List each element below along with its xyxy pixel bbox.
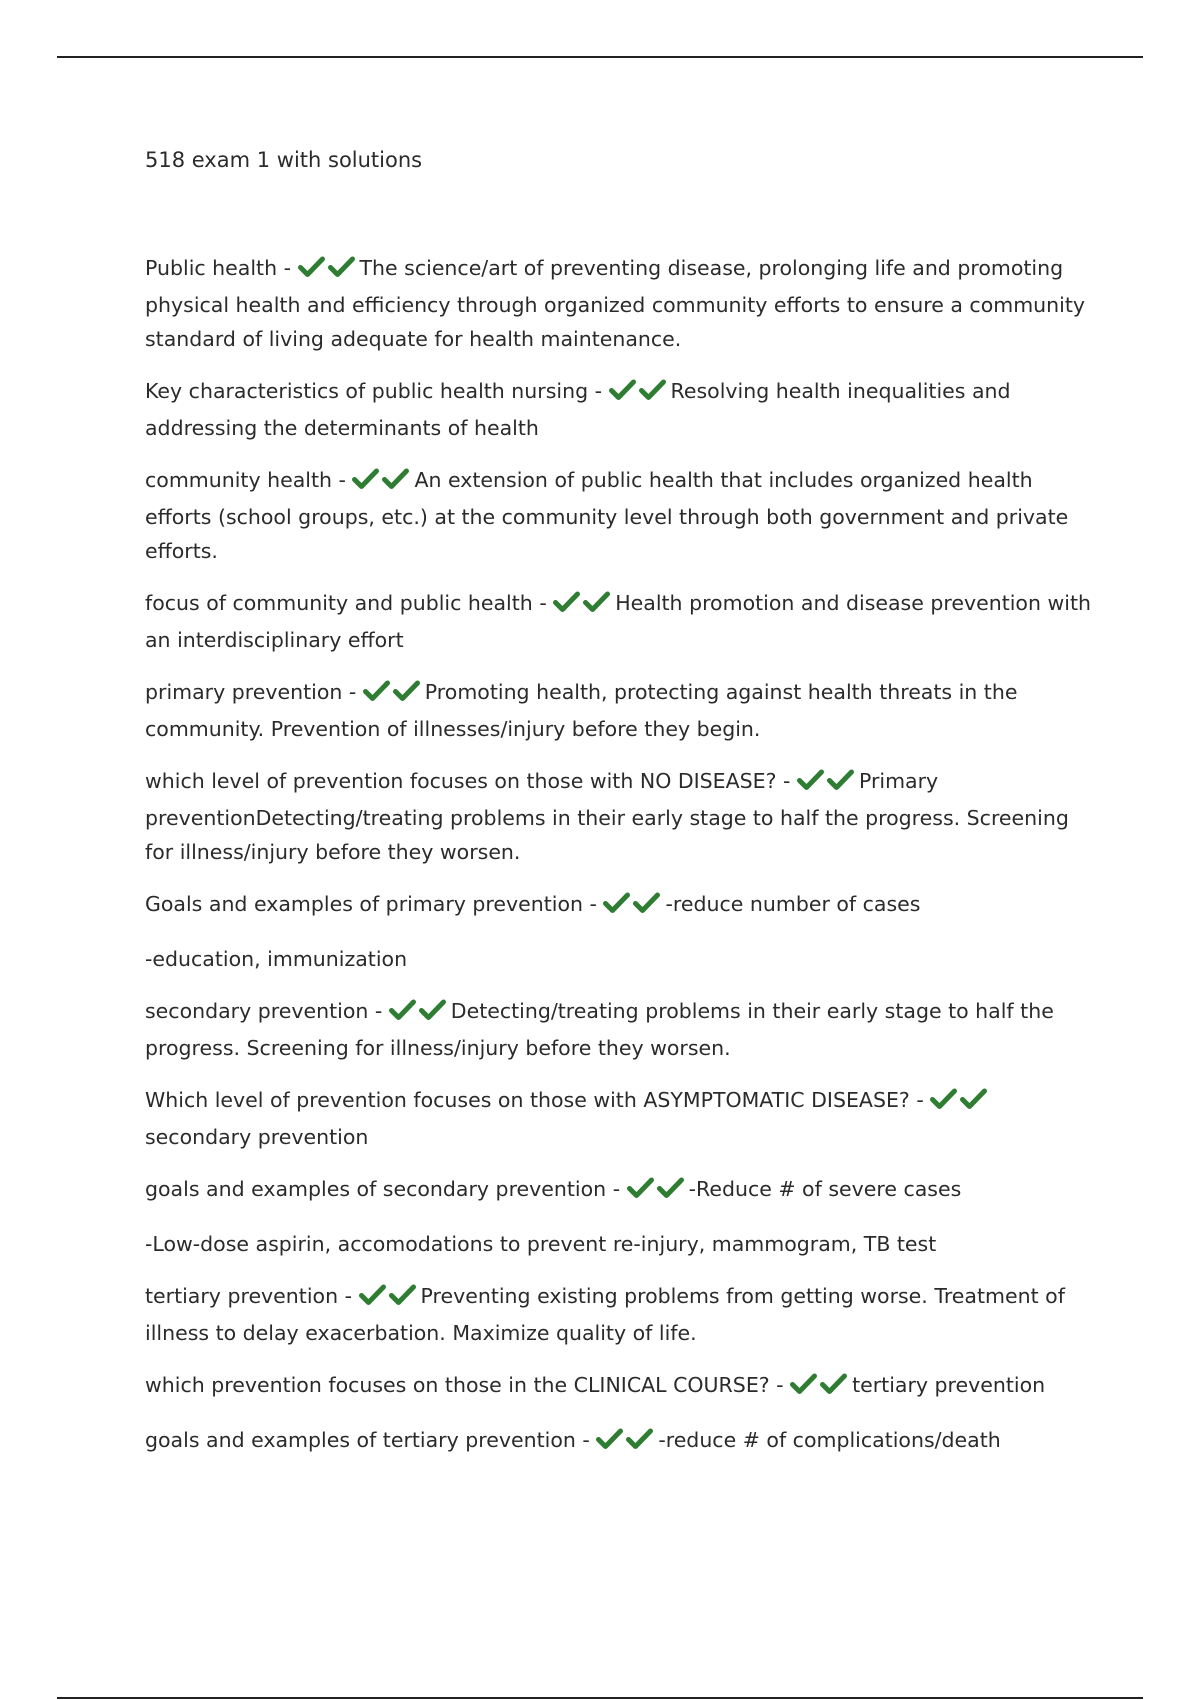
checkmark-icon <box>359 1284 386 1306</box>
footer-rule <box>57 1697 1143 1699</box>
entry-answer: -Reduce # of severe cases <box>688 1177 962 1201</box>
entry-separator: - <box>909 1088 931 1112</box>
flashcard-entry <box>145 764 1095 869</box>
flashcard-entry <box>145 1368 1095 1405</box>
checkmark-icon <box>352 468 379 490</box>
checkmark-icon <box>827 769 854 791</box>
document-title: 518 exam 1 with solutions <box>145 148 423 172</box>
entry-separator: - <box>776 769 797 793</box>
entry-term: which level of prevention focuses on those with NO DISEASE? <box>145 769 777 793</box>
entry-term: secondary prevention <box>145 999 369 1023</box>
double-checkmark-icon <box>596 1426 656 1460</box>
checkmark-icon <box>298 256 325 278</box>
checkmark-icon <box>583 591 610 613</box>
double-checkmark-icon <box>389 997 449 1031</box>
entry-separator: - <box>532 591 554 615</box>
checkmark-icon <box>639 379 666 401</box>
entry-answer: tertiary prevention <box>852 1373 1046 1397</box>
entry-answer: Detecting/treating problems in their early stage to half the progress. Screening for illness/injury before they worsen. <box>145 999 1054 1060</box>
flashcard-entry <box>145 887 1095 924</box>
entry-answer: secondary prevention <box>145 1125 369 1149</box>
checkmark-icon <box>596 1428 623 1450</box>
entry-term: Public health <box>145 256 278 280</box>
checkmark-icon <box>382 468 409 490</box>
flashcard-entry <box>145 1423 1095 1460</box>
entry-answer: An extension of public health that includes organized health efforts (school groups, etc.) at the community level through both government and private efforts. <box>145 468 1069 563</box>
flashcard-entry <box>145 586 1095 657</box>
checkmark-icon <box>930 1088 957 1110</box>
checkmark-icon <box>626 1428 653 1450</box>
entry-separator: - <box>338 1284 359 1308</box>
entry-term: tertiary prevention <box>145 1284 339 1308</box>
double-checkmark-icon <box>930 1086 990 1120</box>
checkmark-icon <box>790 1373 817 1395</box>
checkmark-icon <box>657 1177 684 1199</box>
double-checkmark-icon <box>609 377 669 411</box>
flashcard-entry <box>145 251 1095 356</box>
entry-term: which prevention focuses on those in the CLINICAL COURSE? <box>145 1373 770 1397</box>
entry-answer: Promoting health, protecting against health threats in the community. Prevention of illnesses/injury before they begin. <box>145 680 1018 741</box>
flashcard-entry <box>145 374 1095 445</box>
entry-separator: - <box>583 892 604 916</box>
entry-term: Which level of prevention focuses on those with ASYMPTOMATIC DISEASE? <box>145 1088 910 1112</box>
double-checkmark-icon <box>553 589 613 623</box>
double-checkmark-icon <box>797 767 857 801</box>
checkmark-icon <box>553 591 580 613</box>
entry-term: goals and examples of tertiary prevention <box>145 1428 576 1452</box>
entry-answer: -reduce # of complications/death <box>658 1428 1001 1452</box>
checkmark-icon <box>419 999 446 1021</box>
entry-term: community health <box>145 468 333 492</box>
checkmark-icon <box>603 892 630 914</box>
header-rule <box>57 56 1143 58</box>
entry-separator: - <box>332 468 353 492</box>
checkmark-icon <box>389 1284 416 1306</box>
entry-separator: - <box>606 1177 627 1201</box>
entry-continuation-line: -education, immunization <box>145 947 408 971</box>
flashcard-entry <box>145 1279 1095 1350</box>
entry-separator: - <box>769 1373 791 1397</box>
entry-separator: - <box>575 1428 597 1452</box>
flashcard-entry <box>145 675 1095 746</box>
entry-answer: The science/art of preventing disease, prolonging life and promoting physical health and efficiency through organized community efforts to ensure a community standard of living adequate for health maintenance. <box>145 256 1086 351</box>
entry-term: primary prevention <box>145 680 343 704</box>
checkmark-icon <box>328 256 355 278</box>
entry-answer: Primary preventionDetecting/treating problems in their early stage to half the progress. Screening for illness/injury before they worsen. <box>145 769 1069 864</box>
entry-answer: Preventing existing problems from getting worse. Treatment of illness to delay exacerbation. Maximize quality of life. <box>145 1284 1065 1345</box>
flashcard-entry <box>145 463 1095 568</box>
double-checkmark-icon <box>790 1371 850 1405</box>
flashcard-entry <box>145 1172 1095 1209</box>
entry-separator: - <box>368 999 389 1023</box>
entry-term: Goals and examples of primary prevention <box>145 892 584 916</box>
checkmark-icon <box>960 1088 987 1110</box>
entry-separator: - <box>342 680 363 704</box>
entry-separator: - <box>588 379 609 403</box>
entry-term: focus of community and public health <box>145 591 533 615</box>
entry-answer: Health promotion and disease prevention with an interdisciplinary effort <box>145 591 1091 652</box>
checkmark-icon <box>627 1177 654 1199</box>
checkmark-icon <box>609 379 636 401</box>
entry-term: Key characteristics of public health nursing <box>145 379 589 403</box>
checkmark-icon <box>393 680 420 702</box>
double-checkmark-icon <box>352 466 412 500</box>
double-checkmark-icon <box>603 890 663 924</box>
double-checkmark-icon <box>359 1282 419 1316</box>
flashcard-entry <box>145 994 1095 1065</box>
checkmark-icon <box>363 680 390 702</box>
checkmark-icon <box>797 769 824 791</box>
flashcard-entry <box>145 1083 1095 1154</box>
double-checkmark-icon <box>627 1175 687 1209</box>
checkmark-icon <box>633 892 660 914</box>
entry-answer: -reduce number of cases <box>665 892 921 916</box>
entry-continuation-line: -Low-dose aspirin, accomodations to prevent re-injury, mammogram, TB test <box>145 1232 937 1256</box>
entry-separator: - <box>277 256 298 280</box>
checkmark-icon <box>820 1373 847 1395</box>
entry-term: goals and examples of secondary prevention <box>145 1177 607 1201</box>
double-checkmark-icon <box>298 254 358 288</box>
entry-list <box>145 251 1095 1478</box>
entry-answer: Resolving health inequalities and addressing the determinants of health <box>145 379 1011 440</box>
double-checkmark-icon <box>363 678 423 712</box>
checkmark-icon <box>389 999 416 1021</box>
